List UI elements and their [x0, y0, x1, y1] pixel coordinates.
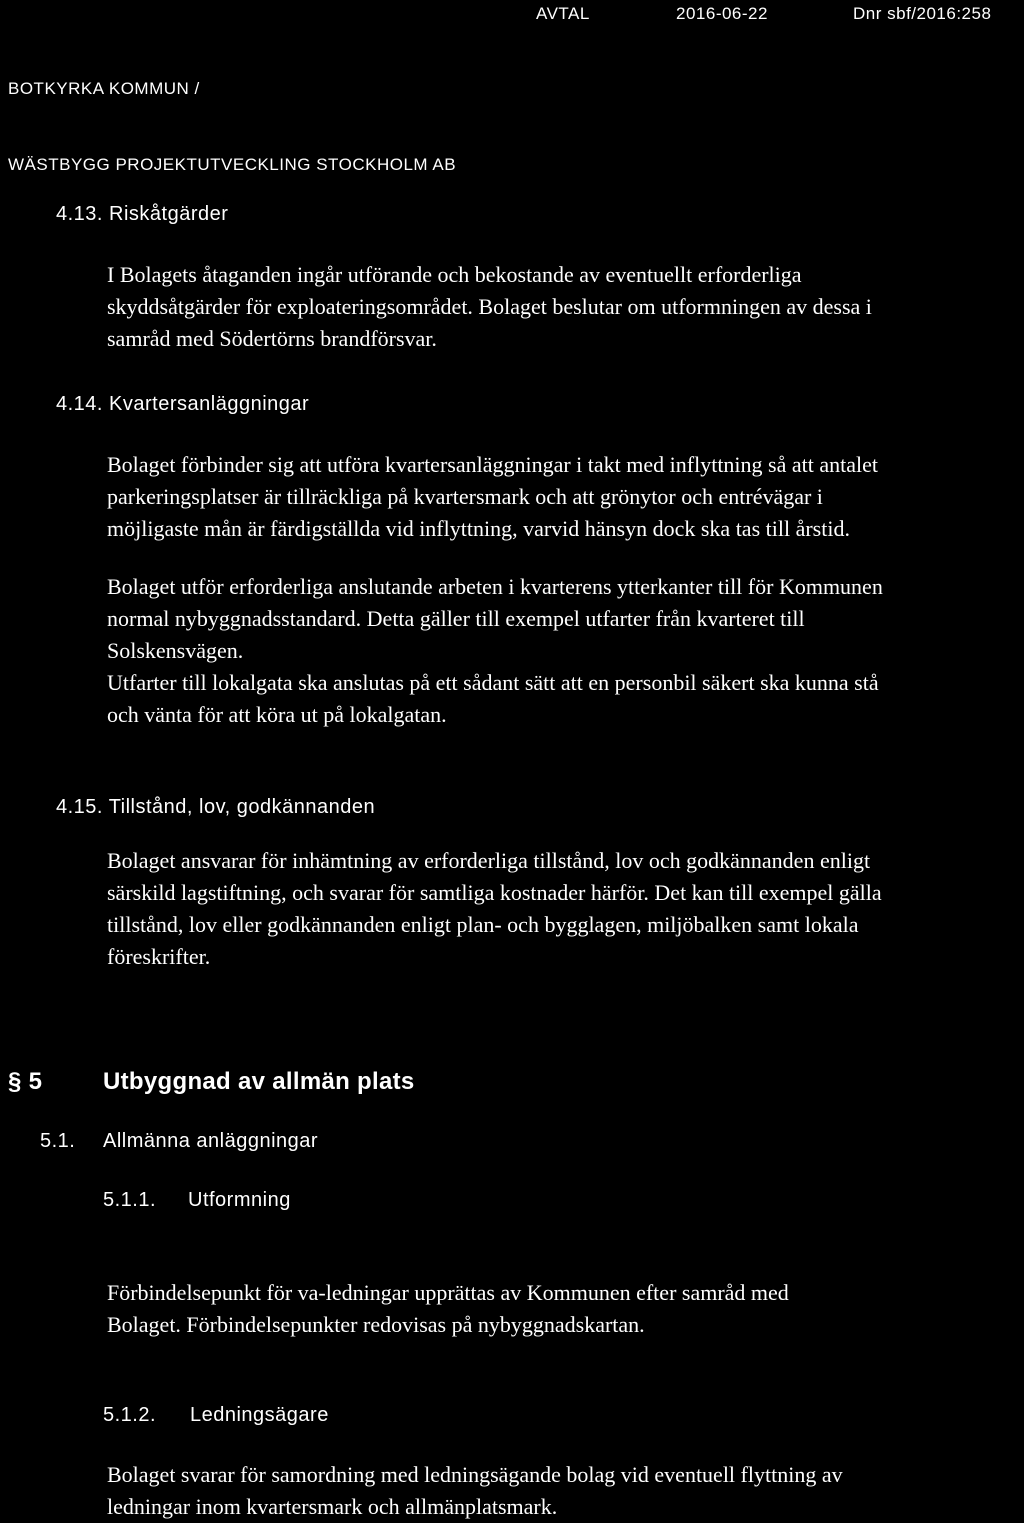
- section-4-14-heading: [56, 393, 309, 416]
- text-line: särskild lagstiftning, och svarar för samtliga kostnader härför. Det kan till exempel gälla: [107, 880, 882, 905]
- text-line: parkeringsplatser är tillräckliga på kvartersmark och att grönytor och entrévägar i: [107, 484, 823, 509]
- section-number: 4.14.: [56, 393, 103, 415]
- chapter-5-title: Utbyggnad av allmän plats: [103, 1068, 415, 1095]
- text-line: möjligaste mån är färdigställda vid inflyttning, varvid hänsyn dock ska tas till årstid.: [107, 516, 850, 541]
- section-5-1-2-title: Ledningsägare: [190, 1404, 329, 1426]
- section-title: Kvartersanläggningar: [109, 393, 310, 415]
- section-5-1-1-title: Utformning: [188, 1189, 291, 1211]
- section-4-14-paragraph-2: [107, 571, 1007, 731]
- section-5-1-title: Allmänna anläggningar: [103, 1130, 319, 1152]
- text-line: tillstånd, lov eller godkännanden enligt plan- och bygglagen, miljöbalken samt lokala: [107, 912, 859, 937]
- text-line: och vänta för att köra ut på lokalgatan.: [107, 702, 447, 727]
- section-5-1-2-number: 5.1.2.: [103, 1404, 157, 1426]
- section-4-13-heading: [56, 203, 228, 226]
- text-line: Bolaget ansvarar för inhämtning av erforderliga tillstånd, lov och godkännanden enligt: [107, 848, 871, 873]
- section-5-1-1-number: 5.1.1.: [103, 1189, 157, 1211]
- document-type: AVTAL: [536, 4, 590, 23]
- party-company: WÄSTBYGG PROJEKTUTVECKLING STOCKHOLM AB: [8, 155, 457, 174]
- text-line: Bolaget svarar för samordning med ledningsägande bolag vid eventuell flyttning av: [107, 1462, 843, 1487]
- section-4-14-paragraph-1: [107, 449, 1007, 545]
- text-line: skyddsåtgärder för exploateringsområdet. Bolaget beslutar om utformningen av dessa i: [107, 294, 872, 319]
- text-line: Utfarter till lokalgata ska anslutas på ett sådant sätt att en personbil säkert ska kunna stå: [107, 670, 879, 695]
- text-line: föreskrifter.: [107, 944, 211, 969]
- party-municipality: BOTKYRKA KOMMUN /: [8, 79, 200, 98]
- text-line: Bolaget förbinder sig att utföra kvartersanläggningar i takt med inflyttning så att antalet: [107, 452, 878, 477]
- document-date: 2016-06-22: [676, 4, 768, 23]
- section-5-1-number: 5.1.: [40, 1130, 76, 1152]
- text-line: samråd med Södertörns brandförsvar.: [107, 326, 437, 351]
- text-line: Bolaget utför erforderliga anslutande arbeten i kvarterens ytterkanter till för Kommunen: [107, 574, 883, 599]
- section-5-1-2-paragraph: [107, 1459, 1007, 1523]
- text-line: Bolaget. Förbindelsepunkter redovisas på nybyggnadskartan.: [107, 1312, 645, 1337]
- section-number: 4.15.: [56, 796, 103, 818]
- text-line: Solskensvägen.: [107, 638, 244, 663]
- chapter-5-number: § 5: [8, 1068, 43, 1095]
- text-line: I Bolagets åtaganden ingår utförande och bekostande av eventuellt erforderliga: [107, 262, 802, 287]
- section-4-15-paragraph: [107, 845, 1007, 973]
- section-4-13-paragraph: [107, 259, 1007, 355]
- section-5-1-1-paragraph: [107, 1277, 1007, 1341]
- text-line: normal nybyggnadsstandard. Detta gäller till exempel utfarter från kvarteret till: [107, 606, 805, 631]
- section-4-15-heading: [56, 796, 375, 819]
- section-title: Riskåtgärder: [109, 203, 229, 225]
- text-line: Förbindelsepunkt för va-ledningar upprättas av Kommunen efter samråd med: [107, 1280, 789, 1305]
- document-number: Dnr sbf/2016:258: [853, 4, 992, 23]
- section-title: Tillstånd, lov, godkännanden: [108, 796, 376, 818]
- text-line: ledningar inom kvartersmark och allmänplatsmark.: [107, 1494, 558, 1519]
- section-number: 4.13.: [56, 203, 103, 225]
